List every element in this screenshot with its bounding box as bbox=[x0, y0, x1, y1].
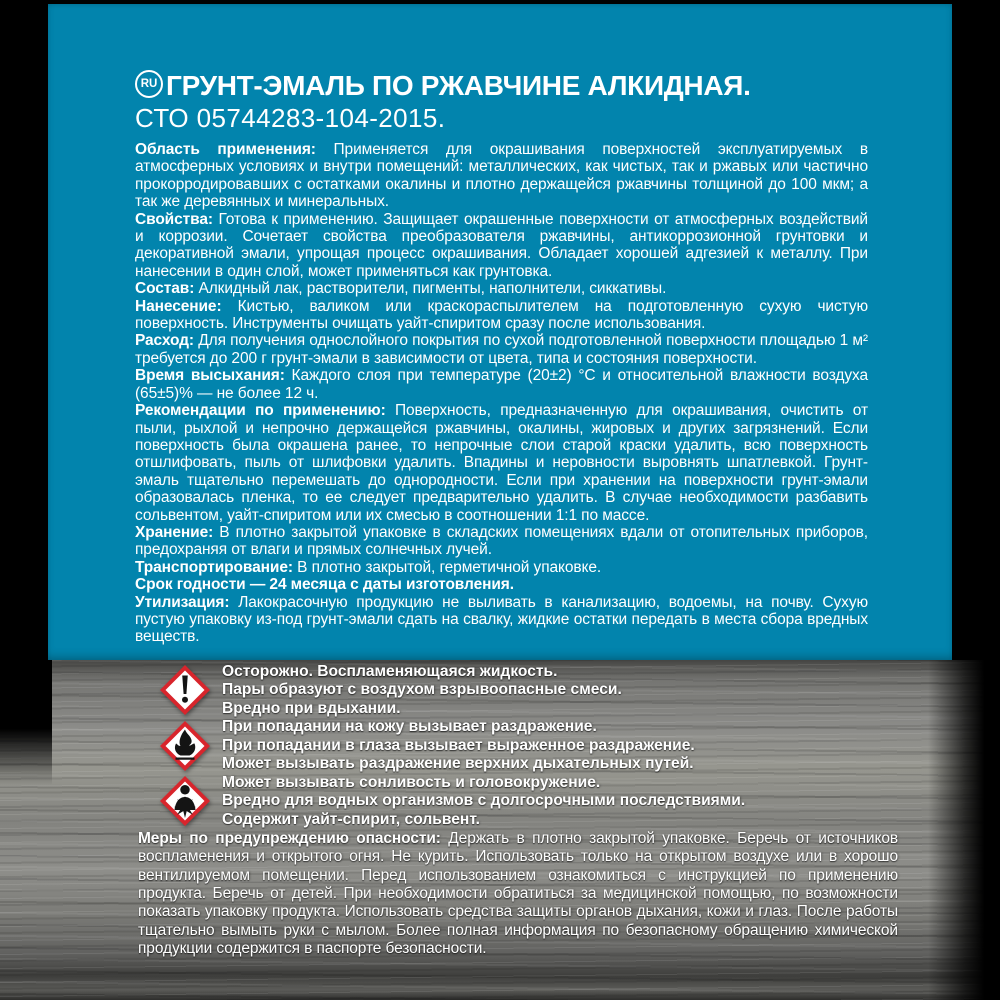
hazard-statement: Вредно для водных организмов с долгосрочными последствиями. bbox=[222, 792, 746, 810]
section-text: Поверхность, предназначенную для окрашивания, очистить от пыли, рыхлой и непрочно держащейся ржавчины, окалины, жировых и других загрязнений. Если поверхность была окрашена ранее, то непрочные слои старой краски удалить, всю поверхность отшлифовать, пыль от шлифовки удалить. Впадины и неровности выровнять шпатлевкой. Грунт-эмаль тщательно перемешать до однородности. Если при хранении на поверхности грунт-эмали образовалась пленка, то ее следует предварительно удалить. В случае необходимости разбавить сольвентом, уайт-спиритом или их смесью в соотношении 1:1 по массе. bbox=[135, 402, 868, 524]
section-label: Транспортирование: bbox=[135, 558, 293, 576]
section-text: Для получения однослойного покрытия по сухой подготовленной поверхности площадью 1 м² требуется до 200 г грунт-эмали в зависимости от цвета, типа и состояния поверхности. bbox=[135, 332, 868, 367]
product-description-sections bbox=[135, 141, 868, 646]
section-label: Нанесение: bbox=[135, 297, 222, 315]
hazard-statement: Может вызывать раздражение верхних дыхательных путей. bbox=[222, 755, 694, 773]
section-text: Алкидный лак, растворители, пигменты, наполнители, сиккативы. bbox=[198, 280, 667, 298]
section-label: Срок годности — 24 месяца с даты изготовления. bbox=[135, 576, 514, 594]
section-consumption bbox=[135, 332, 868, 367]
ghs-exclamation-mark-icon bbox=[160, 665, 210, 715]
section-application-area bbox=[135, 141, 868, 211]
section-text: Лакокрасочную продукцию не выливать в канализацию, водоемы, на почву. Сухую пустую упаковку из-под грунт-эмали сдать на свалку, жидкие остатки передать в места сбора вредных веществ. bbox=[135, 593, 868, 646]
hazard-statement: Осторожно. Воспламеняющаяся жидкость. bbox=[222, 663, 558, 680]
hazard-statement: При попадании в глаза вызывает выраженное раздражение. bbox=[222, 736, 695, 754]
precautions-text: Держать в плотно закрытой упаковке. Беречь от источников воспламенения и открытого огня. Не курить. Использовать только на открытом воздухе или в хорошо вентилируемом помещении. Перед использованием ознакомиться с инструкцией по применению продукта. Беречь от детей. При необходимости обратиться за медицинской помощью, по возможности показать упаковку продукта. Использовать средства защиты органов дыхания, кожи и глаз. После работы тщательно вымыть руки с мылом. Более полная информация по безопасному обращению химической продукции содержится в паспорте безопасности. bbox=[138, 830, 898, 958]
hazard-statement: При попадании на кожу вызывает раздражение. bbox=[222, 718, 597, 736]
label-info-panel bbox=[48, 4, 952, 660]
hazard-statements-list bbox=[222, 663, 927, 829]
ru-certification-mark-icon: RU bbox=[135, 70, 163, 98]
product-title-row bbox=[135, 70, 868, 102]
section-drying-time bbox=[135, 367, 868, 402]
section-label: Расход: bbox=[135, 332, 194, 350]
section-storage bbox=[135, 524, 868, 559]
section-text: В плотно закрытой упаковке в складских помещениях вдали от отопительных приборов, предохраняя от влаги и прямых солнечных лучей. bbox=[135, 523, 868, 559]
precautions-paragraph bbox=[138, 830, 898, 958]
section-application-method bbox=[135, 298, 868, 333]
section-label: Утилизация: bbox=[135, 593, 230, 611]
section-text: В плотно закрытой, герметичной упаковке. bbox=[297, 558, 602, 576]
hazard-statement: Вредно при вдыхании. bbox=[222, 699, 401, 717]
precautions-label: Меры по предупреждению опасности: bbox=[138, 830, 441, 847]
section-label: Состав: bbox=[135, 280, 195, 298]
section-label: Рекомендации по применению: bbox=[135, 402, 386, 420]
section-label: Время высыхания: bbox=[135, 367, 285, 385]
section-label: Хранение: bbox=[135, 523, 214, 541]
section-disposal bbox=[135, 594, 868, 646]
hazard-statement: Пары образуют с воздухом взрывоопасные смеси. bbox=[222, 681, 622, 699]
section-shelf-life bbox=[135, 576, 868, 593]
left-shadow-overlay bbox=[0, 660, 52, 785]
section-properties bbox=[135, 211, 868, 281]
section-composition bbox=[135, 280, 868, 297]
section-transportation bbox=[135, 559, 868, 576]
section-text: Готова к применению. Защищает окрашенные поверхности от атмосферных воздействий и коррозии. Сочетает свойства преобразователя ржавчины, антикоррозионной грунтовки и декоративной эмали, упрощая процесс окрашивания. Обладает хорошей адгезией к металлу. При нанесении в один слой, может применяться как грунтовка. bbox=[135, 210, 868, 280]
hazard-statement: Содержит уайт-спирит, сольвент. bbox=[222, 810, 480, 828]
product-title: ГРУНТ-ЭМАЛЬ ПО РЖАВЧИНЕ АЛКИДНАЯ. bbox=[166, 70, 751, 101]
precautionary-measures bbox=[138, 830, 898, 958]
product-standard-number: СТО 05744283-104-2015. bbox=[135, 103, 446, 133]
section-text: Каждого слоя при температуре (20±2) °С и относительной влажности воздуха (65±5)% — не более 12 ч. bbox=[135, 367, 868, 402]
section-label: Область применения: bbox=[135, 141, 316, 158]
ghs-health-hazard-icon bbox=[160, 776, 210, 826]
right-shadow-overlay bbox=[928, 660, 1000, 1000]
ghs-flame-icon bbox=[160, 721, 210, 771]
section-text: Применяется для окрашивания поверхностей эксплуатируемых в атмосферных условиях и внутри помещений: металлических, как чистых, так и ржавых или частично прокорродировавших с остатками окалины и плотно держащейся ржавчины толщиной до 100 мкм; а так же деревянных и минеральных. bbox=[135, 141, 868, 211]
section-recommendations bbox=[135, 402, 868, 524]
hazard-warning-panel bbox=[0, 660, 1000, 1000]
section-text: Кистью, валиком или краскораспылителем на подготовленную сухую чистую поверхность. Инструменты очищать уайт-спиритом сразу после использования. bbox=[135, 297, 868, 333]
hazard-statement: Может вызывать сонливость и головокружение. bbox=[222, 773, 601, 791]
section-label: Свойства: bbox=[135, 210, 213, 228]
